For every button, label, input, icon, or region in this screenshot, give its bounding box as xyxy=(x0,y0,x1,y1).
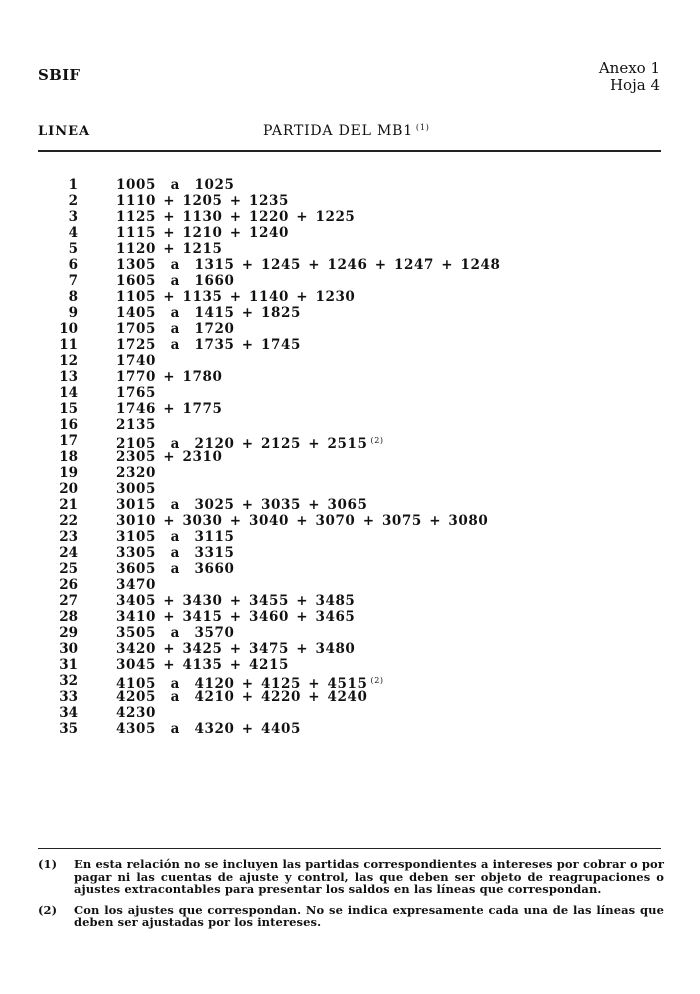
table-row xyxy=(46,497,646,513)
account-expression-text: 3010 + 3030 + 3040 + 3070 + 3075 + 3080 xyxy=(116,513,489,529)
account-expression-text: 2135 xyxy=(116,417,156,433)
account-expression xyxy=(116,321,235,337)
account-expression-text: 1605 a 1660 xyxy=(116,273,235,289)
line-number: 29 xyxy=(59,625,78,641)
line-number: 32 xyxy=(59,673,78,689)
footnotes xyxy=(38,858,664,937)
account-expression xyxy=(116,545,235,561)
account-expression-text: 1115 + 1210 + 1240 xyxy=(116,225,289,241)
annex-label: Anexo 1 xyxy=(598,59,660,77)
table-row xyxy=(46,625,646,641)
line-number: 27 xyxy=(59,593,78,609)
table-row xyxy=(46,721,646,737)
line-number: 31 xyxy=(59,657,78,673)
account-expression-text: 1770 + 1780 xyxy=(116,369,223,385)
account-expression-text: 1110 + 1205 + 1235 xyxy=(116,193,289,209)
line-number: 15 xyxy=(59,401,78,417)
account-expression-text: 1305 a 1315 + 1245 + 1246 + 1247 + 1248 xyxy=(116,257,501,273)
line-number: 21 xyxy=(59,497,78,513)
table-row xyxy=(46,689,646,705)
line-number: 1 xyxy=(68,177,78,193)
table-row xyxy=(46,545,646,561)
header-rule xyxy=(38,150,661,152)
table-row xyxy=(46,465,646,481)
table-row xyxy=(46,241,646,257)
account-expression xyxy=(116,513,488,529)
table-row xyxy=(46,289,646,305)
footnote xyxy=(38,858,664,896)
account-expression xyxy=(116,209,355,225)
line-number: 8 xyxy=(68,289,78,305)
line-number: 5 xyxy=(68,241,78,257)
account-expression xyxy=(116,353,156,369)
account-expression-text: 1725 a 1735 + 1745 xyxy=(116,337,301,353)
table-row xyxy=(46,385,646,401)
account-expression-text: 4205 a 4210 + 4220 + 4240 xyxy=(116,689,368,705)
line-number: 4 xyxy=(68,225,78,241)
line-number: 25 xyxy=(59,561,78,577)
table-row xyxy=(46,209,646,225)
line-number: 13 xyxy=(59,369,78,385)
line-number: 20 xyxy=(59,481,78,497)
account-expression xyxy=(116,721,301,737)
account-expression xyxy=(116,593,355,609)
account-expression xyxy=(116,625,235,641)
account-expression-text: 3605 a 3660 xyxy=(116,561,235,577)
account-expression-text: 2320 xyxy=(116,465,156,481)
line-number: 23 xyxy=(59,529,78,545)
line-number: 2 xyxy=(68,193,78,209)
account-expression-text: 3470 xyxy=(116,577,156,593)
line-number: 11 xyxy=(59,337,78,353)
account-expression xyxy=(116,641,355,657)
account-expression-text: 1105 + 1135 + 1140 + 1230 xyxy=(116,289,356,305)
account-expression xyxy=(116,385,156,401)
account-expression xyxy=(116,497,367,513)
account-expression-text: 2305 + 2310 xyxy=(116,449,223,465)
table-row xyxy=(46,225,646,241)
line-number: 28 xyxy=(59,609,78,625)
account-expression xyxy=(116,529,235,545)
account-expression xyxy=(116,273,235,289)
line-number: 22 xyxy=(59,513,78,529)
table-row xyxy=(46,193,646,209)
line-number: 19 xyxy=(59,465,78,481)
table-row xyxy=(46,273,646,289)
account-expression xyxy=(116,241,222,257)
line-number: 30 xyxy=(59,641,78,657)
line-number: 6 xyxy=(68,257,78,273)
footnote-rule xyxy=(38,848,661,849)
line-number: 10 xyxy=(59,321,78,337)
account-expression-text: 3015 a 3025 + 3035 + 3065 xyxy=(116,497,368,513)
line-number: 17 xyxy=(59,433,78,449)
table-row xyxy=(46,529,646,545)
account-expression xyxy=(116,337,301,353)
org-name: SBIF xyxy=(38,66,81,84)
account-expression xyxy=(116,193,289,209)
table-row xyxy=(46,257,646,273)
table-row xyxy=(46,353,646,369)
account-expression-text: 3505 a 3570 xyxy=(116,625,235,641)
account-expression xyxy=(116,705,156,721)
account-expression-text: 1740 xyxy=(116,353,156,369)
account-expression-text: 3045 + 4135 + 4215 xyxy=(116,657,289,673)
account-expression-text: 3405 + 3430 + 3455 + 3485 xyxy=(116,593,356,609)
line-number: 12 xyxy=(59,353,78,369)
table-row xyxy=(46,177,646,193)
annex-block xyxy=(599,60,660,94)
column-header-item xyxy=(263,123,430,139)
line-number: 18 xyxy=(59,449,78,465)
account-expression xyxy=(116,305,301,321)
footnote-mark: (2) xyxy=(38,902,58,917)
table-row xyxy=(46,369,646,385)
table-row xyxy=(46,673,646,692)
table-row xyxy=(46,305,646,321)
account-expression-text: 1705 a 1720 xyxy=(116,321,235,337)
account-expression xyxy=(116,225,289,241)
account-expression xyxy=(116,401,222,417)
account-expression xyxy=(116,609,355,625)
account-expression xyxy=(116,673,384,692)
account-expression-text: 3410 + 3415 + 3460 + 3465 xyxy=(116,609,356,625)
line-number: 16 xyxy=(59,417,78,433)
table-row xyxy=(46,481,646,497)
line-number: 34 xyxy=(59,705,78,721)
sheet-label: Hoja 4 xyxy=(609,76,660,94)
table-row xyxy=(46,577,646,593)
account-expression xyxy=(116,433,384,452)
footnote-mark: (1) xyxy=(38,857,58,871)
table-row xyxy=(46,641,646,657)
line-number: 9 xyxy=(68,305,78,321)
table-row xyxy=(46,593,646,609)
account-expression-text: 1125 + 1130 + 1220 + 1225 xyxy=(116,209,356,225)
account-expression xyxy=(116,289,355,305)
footnote-text: Con los ajustes que correspondan. No se indica expresamente cada una de las líneas que deben ser ajustadas por los intereses. xyxy=(74,902,664,929)
account-expression xyxy=(116,561,235,577)
table-row xyxy=(46,561,646,577)
footnote-reference: (2) xyxy=(370,436,384,445)
account-expression xyxy=(116,369,222,385)
table-row xyxy=(46,401,646,417)
account-expression-text: 3005 xyxy=(116,481,156,497)
line-number: 35 xyxy=(59,721,78,737)
line-number: 3 xyxy=(68,209,78,225)
footnote-text: En esta relación no se incluyen las partidas correspondientes a intereses por cobrar o por pagar ni las cuentas de ajuste y control, las que deben ser objeto de reagrupaciones o ajustes extracontables para presentar los saldos en las líneas que correspondan. xyxy=(74,857,664,896)
account-expression-text: 3420 + 3425 + 3475 + 3480 xyxy=(116,641,356,657)
account-expression-text: 1746 + 1775 xyxy=(116,401,223,417)
account-expression-text: 4305 a 4320 + 4405 xyxy=(116,721,301,737)
line-number: 33 xyxy=(59,689,78,705)
table-row xyxy=(46,337,646,353)
table-row xyxy=(46,513,646,529)
footnote-reference: (2) xyxy=(370,676,384,685)
account-expression-text: 1120 + 1215 xyxy=(116,241,223,257)
table-row xyxy=(46,321,646,337)
account-expression xyxy=(116,689,367,705)
account-expression xyxy=(116,657,289,673)
account-expression-text: 1765 xyxy=(116,385,156,401)
account-expression xyxy=(116,449,222,465)
line-number: 14 xyxy=(59,385,78,401)
table-row xyxy=(46,609,646,625)
line-table xyxy=(46,177,646,737)
account-expression xyxy=(116,481,156,497)
column-header-line: LINEA xyxy=(38,124,91,139)
line-number: 7 xyxy=(68,273,78,289)
footnote xyxy=(38,904,664,929)
account-expression-text: 3105 a 3115 xyxy=(116,529,235,545)
account-expression-text: 1405 a 1415 + 1825 xyxy=(116,305,301,321)
account-expression xyxy=(116,577,156,593)
table-row xyxy=(46,433,646,452)
account-expression xyxy=(116,417,156,433)
account-expression xyxy=(116,177,235,193)
account-expression-text: 3305 a 3315 xyxy=(116,545,235,561)
account-expression xyxy=(116,257,500,273)
line-number: 26 xyxy=(59,577,78,593)
account-expression-text: 4105 a 4120 + 4125 + 4515 xyxy=(116,676,368,692)
column-header-item-text: PARTIDA DEL MB1 xyxy=(263,123,413,139)
account-expression-text: 1005 a 1025 xyxy=(116,177,235,193)
account-expression-text: 4230 xyxy=(116,705,156,721)
account-expression-text: 2105 a 2120 + 2125 + 2515 xyxy=(116,436,368,452)
line-number: 24 xyxy=(59,545,78,561)
table-row xyxy=(46,417,646,433)
table-row xyxy=(46,705,646,721)
account-expression xyxy=(116,465,156,481)
column-header-item-note: (1) xyxy=(415,123,430,132)
table-row xyxy=(46,657,646,673)
